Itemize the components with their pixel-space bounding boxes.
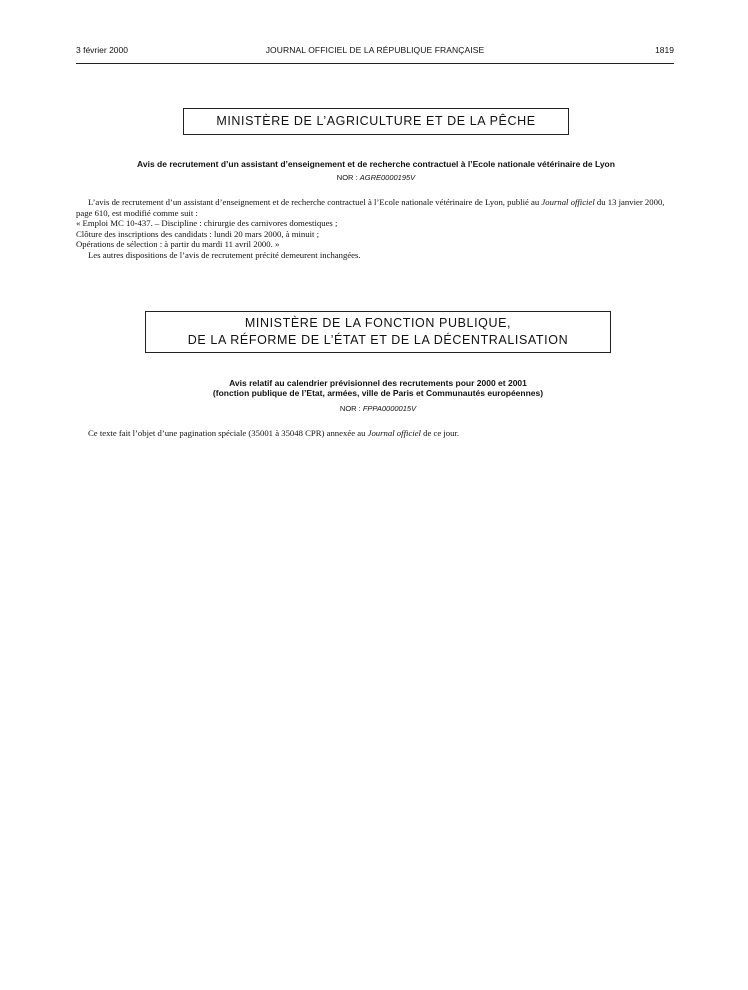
ministry-fonction-publique-line1: MINISTÈRE DE LA FONCTION PUBLIQUE, — [244, 316, 512, 330]
nor-label: NOR : — [339, 404, 361, 413]
ministry-agriculture-title: MINISTÈRE DE L’AGRICULTURE ET DE LA PÊCHE — [216, 114, 536, 128]
ministry-agriculture-box — [183, 108, 569, 135]
ministry-fonction-publique-line2: DE LA RÉFORME DE L’ÉTAT ET DE LA DÉCENTRALISATION — [187, 333, 569, 347]
calendar-text: Ce texte fait l’objet d’une pagination spéciale (35001 à 35048 CPR) annexée au — [88, 428, 366, 438]
calendar-journal-italic: Journal officiel — [367, 428, 421, 438]
nor-label: NOR : — [336, 173, 358, 182]
nor-reference-1 — [60, 173, 692, 182]
intro-journal-italic: Journal officiel — [541, 197, 595, 207]
intro-text-end: du 13 janvier 2000, page 610, est modifié comme suit : — [76, 197, 665, 218]
notice-title-calendar — [150, 378, 606, 398]
calendar-text-end: de ce jour. — [423, 428, 460, 438]
nor-code: FPPA0000015V — [362, 404, 417, 413]
notice-title-calendar-line1: Avis relatif au calendrier prévisionnel des recrutements pour 2000 et 2001 — [229, 378, 527, 388]
ministry-fonction-publique-box — [145, 311, 611, 353]
intro-paragraph — [76, 197, 676, 218]
nor-reference-2 — [150, 404, 606, 413]
notice-title-recruitment: Avis de recrutement d’un assistant d’enseignement et de recherche contractuel à l’Ecole nationale vétérinaire de Lyon — [137, 159, 615, 169]
detail-line-emploi: « Emploi MC 10-437. – Discipline : chirurgie des carnivores domestiques ; — [76, 218, 338, 229]
calendar-notice-body — [76, 428, 676, 439]
notice-title-calendar-line2: (fonction publique de l’Etat, armées, ville de Paris et Communautés européennes) — [212, 388, 544, 398]
header-date: 3 février 2000 — [76, 45, 128, 55]
header-page-number: 1819 — [655, 45, 674, 55]
nor-code: AGRE0000195V — [359, 173, 416, 182]
header-journal-title: JOURNAL OFFICIEL DE LA RÉPUBLIQUE FRANÇAISE — [265, 45, 485, 55]
header-divider — [76, 63, 674, 64]
recruitment-notice-body — [76, 197, 676, 261]
detail-line-autres: Les autres dispositions de l’avis de recrutement précité demeurent inchangées. — [88, 249, 361, 260]
detail-line-operations: Opérations de sélection : à partir du mardi 11 avril 2000. » — [76, 239, 280, 250]
page-header — [76, 45, 674, 59]
intro-text: L’avis de recrutement d’un assistant d’enseignement et de recherche contractuel à l’Ecole nationale vétérinaire de Lyon, publié au — [88, 197, 540, 207]
detail-line-cloture: Clôture des inscriptions des candidats : lundi 20 mars 2000, à minuit ; — [76, 228, 319, 239]
